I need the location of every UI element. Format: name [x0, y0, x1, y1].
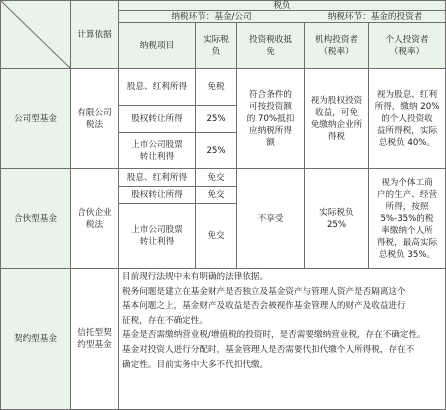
tax-rate-equity-transfer: 25%: [206, 114, 226, 124]
row-basis-corporate: 有限公司 税法: [77, 107, 112, 130]
header-link-investor: 纳税环节：基金的投资者: [327, 11, 423, 22]
tax-rate-listed-stock: 25%: [206, 145, 226, 156]
contractual-fund-notes: [118, 268, 444, 410]
row-basis-partnership: 合伙企业 税法: [77, 207, 112, 230]
row-name-corporate-fund: 公司型基金: [14, 113, 57, 124]
tax-item-dividend: 股息、红利所得: [126, 82, 188, 92]
row-basis-contractual: 信托型契 约型基金: [77, 328, 112, 350]
corner-diagonal: [0, 0, 71, 69]
header-individual-investor: 个人投资者 （税率）: [385, 34, 429, 57]
individual-rate-partnership: 视为个体工商 户的生产、经营 所得，按照 5%-35%的税 率缴纳个人所 得税，最高实际 总税负 35%。: [376, 177, 438, 260]
tax-item-listed-stock: 上市公司股票 转让利得: [131, 139, 183, 162]
header-basis: 计算依据: [77, 29, 112, 40]
investment-exemption-partnership: 不享受: [257, 213, 284, 224]
note-line: 基本问题之上，基金财产及收益是否会被视作基金管理人的财产及收益进行: [122, 301, 406, 312]
tax-rate-listed-stock: 免交: [207, 231, 225, 241]
note-line: 税务问题是建立在基金财产是否独立及基金资产与管理人资产是否隔离这个: [122, 286, 406, 297]
institutional-rate-corporate: 视为股权投资 收益，可免 免缴纳企业所 得税: [310, 95, 363, 142]
institutional-rate-partnership: 实际税负 25%: [319, 207, 354, 230]
tax-item-equity-transfer: 股权转让所得: [131, 114, 183, 124]
tax-item-dividend: 股息、红利所得: [126, 172, 188, 183]
note-line: 征税，存在不确定性。: [122, 315, 208, 326]
header-investment-exemption: 投资税收抵 免: [249, 34, 292, 57]
header-tax-burden: 税负: [273, 0, 291, 11]
investment-exemption-corporate: 符合条件的 可按投资额 的 70%抵扣 应纳税所得 额: [246, 89, 295, 148]
tax-rate-dividend: 免税: [207, 82, 225, 92]
tax-item-equity-transfer: 股权转让所得: [131, 190, 183, 200]
individual-rate-corporate: 视为股息、红利 所得，缴纳 20% 的个人投资收 益所得税，实际 总税负 40%。: [374, 89, 440, 148]
tax-item-listed-stock: 上市公司股票 转让利得: [131, 225, 183, 247]
note-line: 基金是否需缴纳营业税/增值税的投资时，是否需要缴纳营业税，存在不确定性。: [122, 330, 426, 341]
note-line: 基金对投资人进行分配时，基金管理人是否需要代扣代缴个人所得税，存在不: [122, 344, 415, 355]
row-name-partnership-fund: 合伙型基金: [14, 213, 57, 224]
header-link-fund: 纳税环节：基金/公司: [171, 11, 252, 22]
note-line: 目前现行法规中未有明确的法律依据。: [122, 272, 269, 282]
header-institutional-investor: 机构投资者 （税率）: [315, 34, 358, 57]
tax-rate-equity-transfer: 免交: [207, 190, 225, 200]
tax-rate-dividend: 免交: [207, 172, 225, 183]
row-name-contractual-fund: 契约型基金: [14, 334, 57, 344]
note-line: 确定性。目前实务中大多不代扣代缴。: [122, 359, 269, 370]
header-tax-item: 纳税项目: [139, 40, 175, 51]
header-actual-burden: 实际税 负: [203, 34, 229, 57]
